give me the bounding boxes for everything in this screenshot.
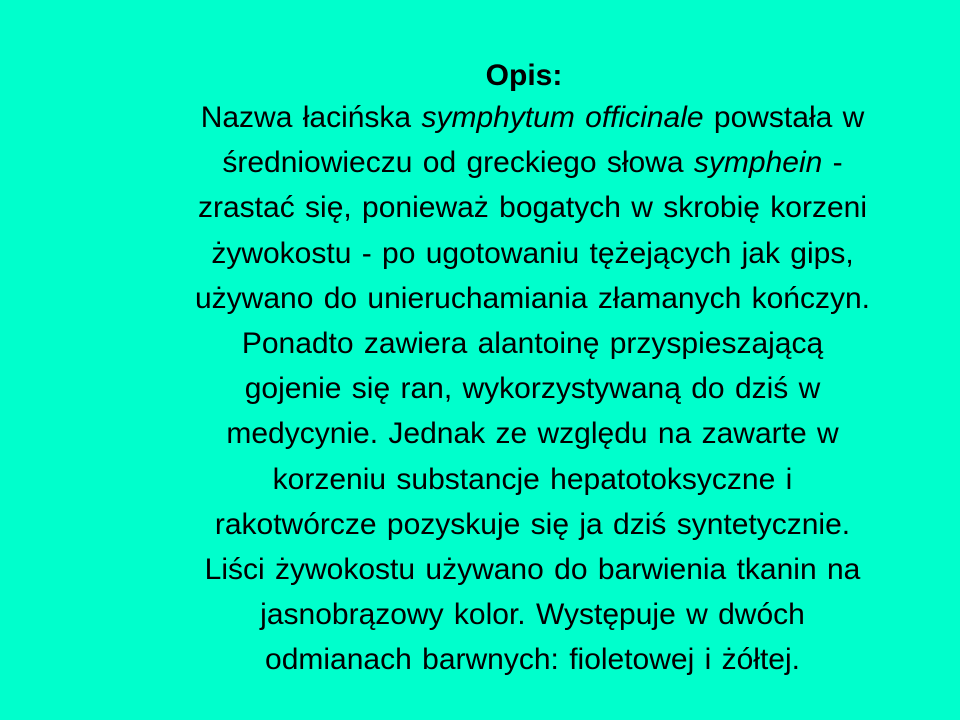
slide-heading: Opis: [485,59,563,92]
text-segment: rakotwórcze pozyskuje się ja dziś syntetycznie. [214,507,851,541]
text-segment: jasnobrązowy kolor. Występuje w dwóch [260,598,805,632]
body-line [100,637,960,682]
body-line [100,547,960,592]
body-line [100,140,960,185]
text-segment: powstała w [703,101,865,134]
text-segment: medycynie. Jednak ze względu na zawarte w [226,417,839,451]
body-line [100,321,960,366]
body-line [100,592,960,637]
italic-term: symphein [693,146,823,180]
body-line [100,231,960,276]
text-segment: zrastać się, ponieważ bogatych w skrobię korzeni [198,191,867,225]
text-segment: - [822,146,843,180]
body-line [100,366,960,411]
slide-content [100,57,960,682]
text-segment: średniowieczu od greckiego słowa [222,146,694,180]
text-segment: żywokostu - po ugotowaniu tężejących jak gips, [211,236,854,270]
text-segment: gojenie się ran, wykorzystywaną do dziś w [244,372,821,406]
body-line [100,457,960,502]
text-segment: Ponadto zawiera alantoinę przyspieszającą [241,326,824,360]
text-segment: odmianach barwnych: fioletowej i żółtej. [265,643,800,677]
body-line [100,95,960,140]
text-segment: Liści żywokostu używano do barwienia tkanin na [204,552,861,586]
italic-term: symphytum officinale [421,101,704,134]
body-line [100,276,960,321]
body-line [100,411,960,456]
text-segment: używano do unieruchamiania złamanych kończyn. [194,281,871,315]
body-line [100,502,960,547]
text-segment: korzeniu substancje hepatotoksyczne i [272,462,793,496]
text-segment: Nazwa łacińska [200,101,422,134]
body-line [100,185,960,230]
slide-body-text [100,95,960,682]
